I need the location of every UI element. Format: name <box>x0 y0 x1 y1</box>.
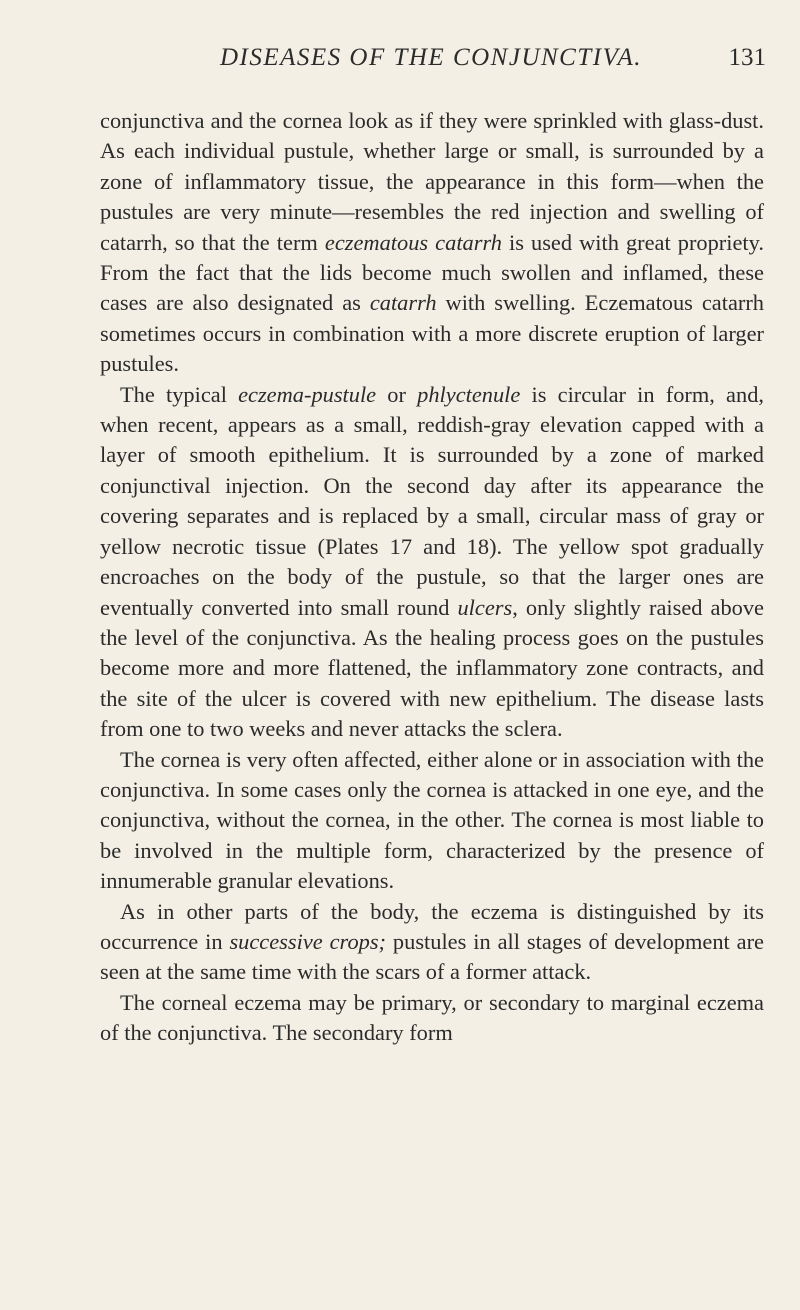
text-run: or <box>376 381 418 407</box>
italic-term: eczematous catarrh <box>324 229 502 255</box>
running-head <box>96 40 766 76</box>
italic-term: eczema-pustule <box>238 381 377 407</box>
text-run: with swelling. Eczematous catarrh sometimes occurs in combination with a more discrete eruption of larger pustules. <box>100 290 764 377</box>
body-text <box>100 106 764 1049</box>
paragraph <box>100 897 764 988</box>
page-number: 131 <box>728 44 766 71</box>
text-run: As in other parts of the body, the eczema is distinguished by its occurrence in <box>100 898 764 954</box>
text-run: conjunctiva and the cornea look as if they were sprinkled with glass-dust. As each individual pustule, whether large or small, is surrounded by a zone of inflammatory tissue, the appearance in this form—when the pustules are very minute—resembles the red injection and swelling of catarrh, so that the term <box>100 108 764 255</box>
text-run: The cornea is very often affected, either alone or in association with the conjunctiva. In some cases only the cornea is attacked in one eye, and the conjunctiva, without the cornea, in the other. The cornea is most liable to be involved in the multiple form, characterized by the presence of innumerable granular elevations. <box>100 746 764 894</box>
paragraph <box>100 988 764 1049</box>
text-run: The corneal eczema may be primary, or secondary to marginal eczema of the conjunctiva. The secondary form <box>100 989 764 1046</box>
text-run: is used with great propriety. From the fact that the lids become much swollen and inflamed, these cases are also designated as <box>100 229 764 316</box>
text-run: pustules in all stages of development are seen at the same time with the scars of a former attack. <box>100 928 764 985</box>
paragraph <box>100 380 764 745</box>
paragraph <box>100 106 764 380</box>
text-run: , only slightly raised above the level of the conjunctiva. As the healing process goes on the pustules become more and more flattened, the inflammatory zone contracts, and the site of the ulcer is covered with new epithelium. The disease lasts from one to two weeks and never attacks the sclera. <box>100 594 764 742</box>
italic-term: catarrh <box>369 290 437 316</box>
italic-term: successive crops; <box>229 928 387 954</box>
text-run: The typical <box>120 381 239 407</box>
paragraph <box>100 745 764 897</box>
italic-term: phlyctenule <box>417 381 521 407</box>
running-title: DISEASES OF THE CONJUNCTIVA. <box>219 44 643 71</box>
text-run: is circular in form, and, when recent, appears as a small, reddish-gray elevation capped with a layer of smooth epithelium. It is surrounded by a zone of marked conjunctival injection. On the second day after its appearance the covering separates and is replaced by a small, circular mass of gray or yellow necrotic tissue (Plates 17 and 18). The yellow spot gradually encroaches on the body of the pustule, so that the larger ones are eventually converted into small round <box>100 381 764 620</box>
italic-term: ulcers <box>457 594 513 620</box>
